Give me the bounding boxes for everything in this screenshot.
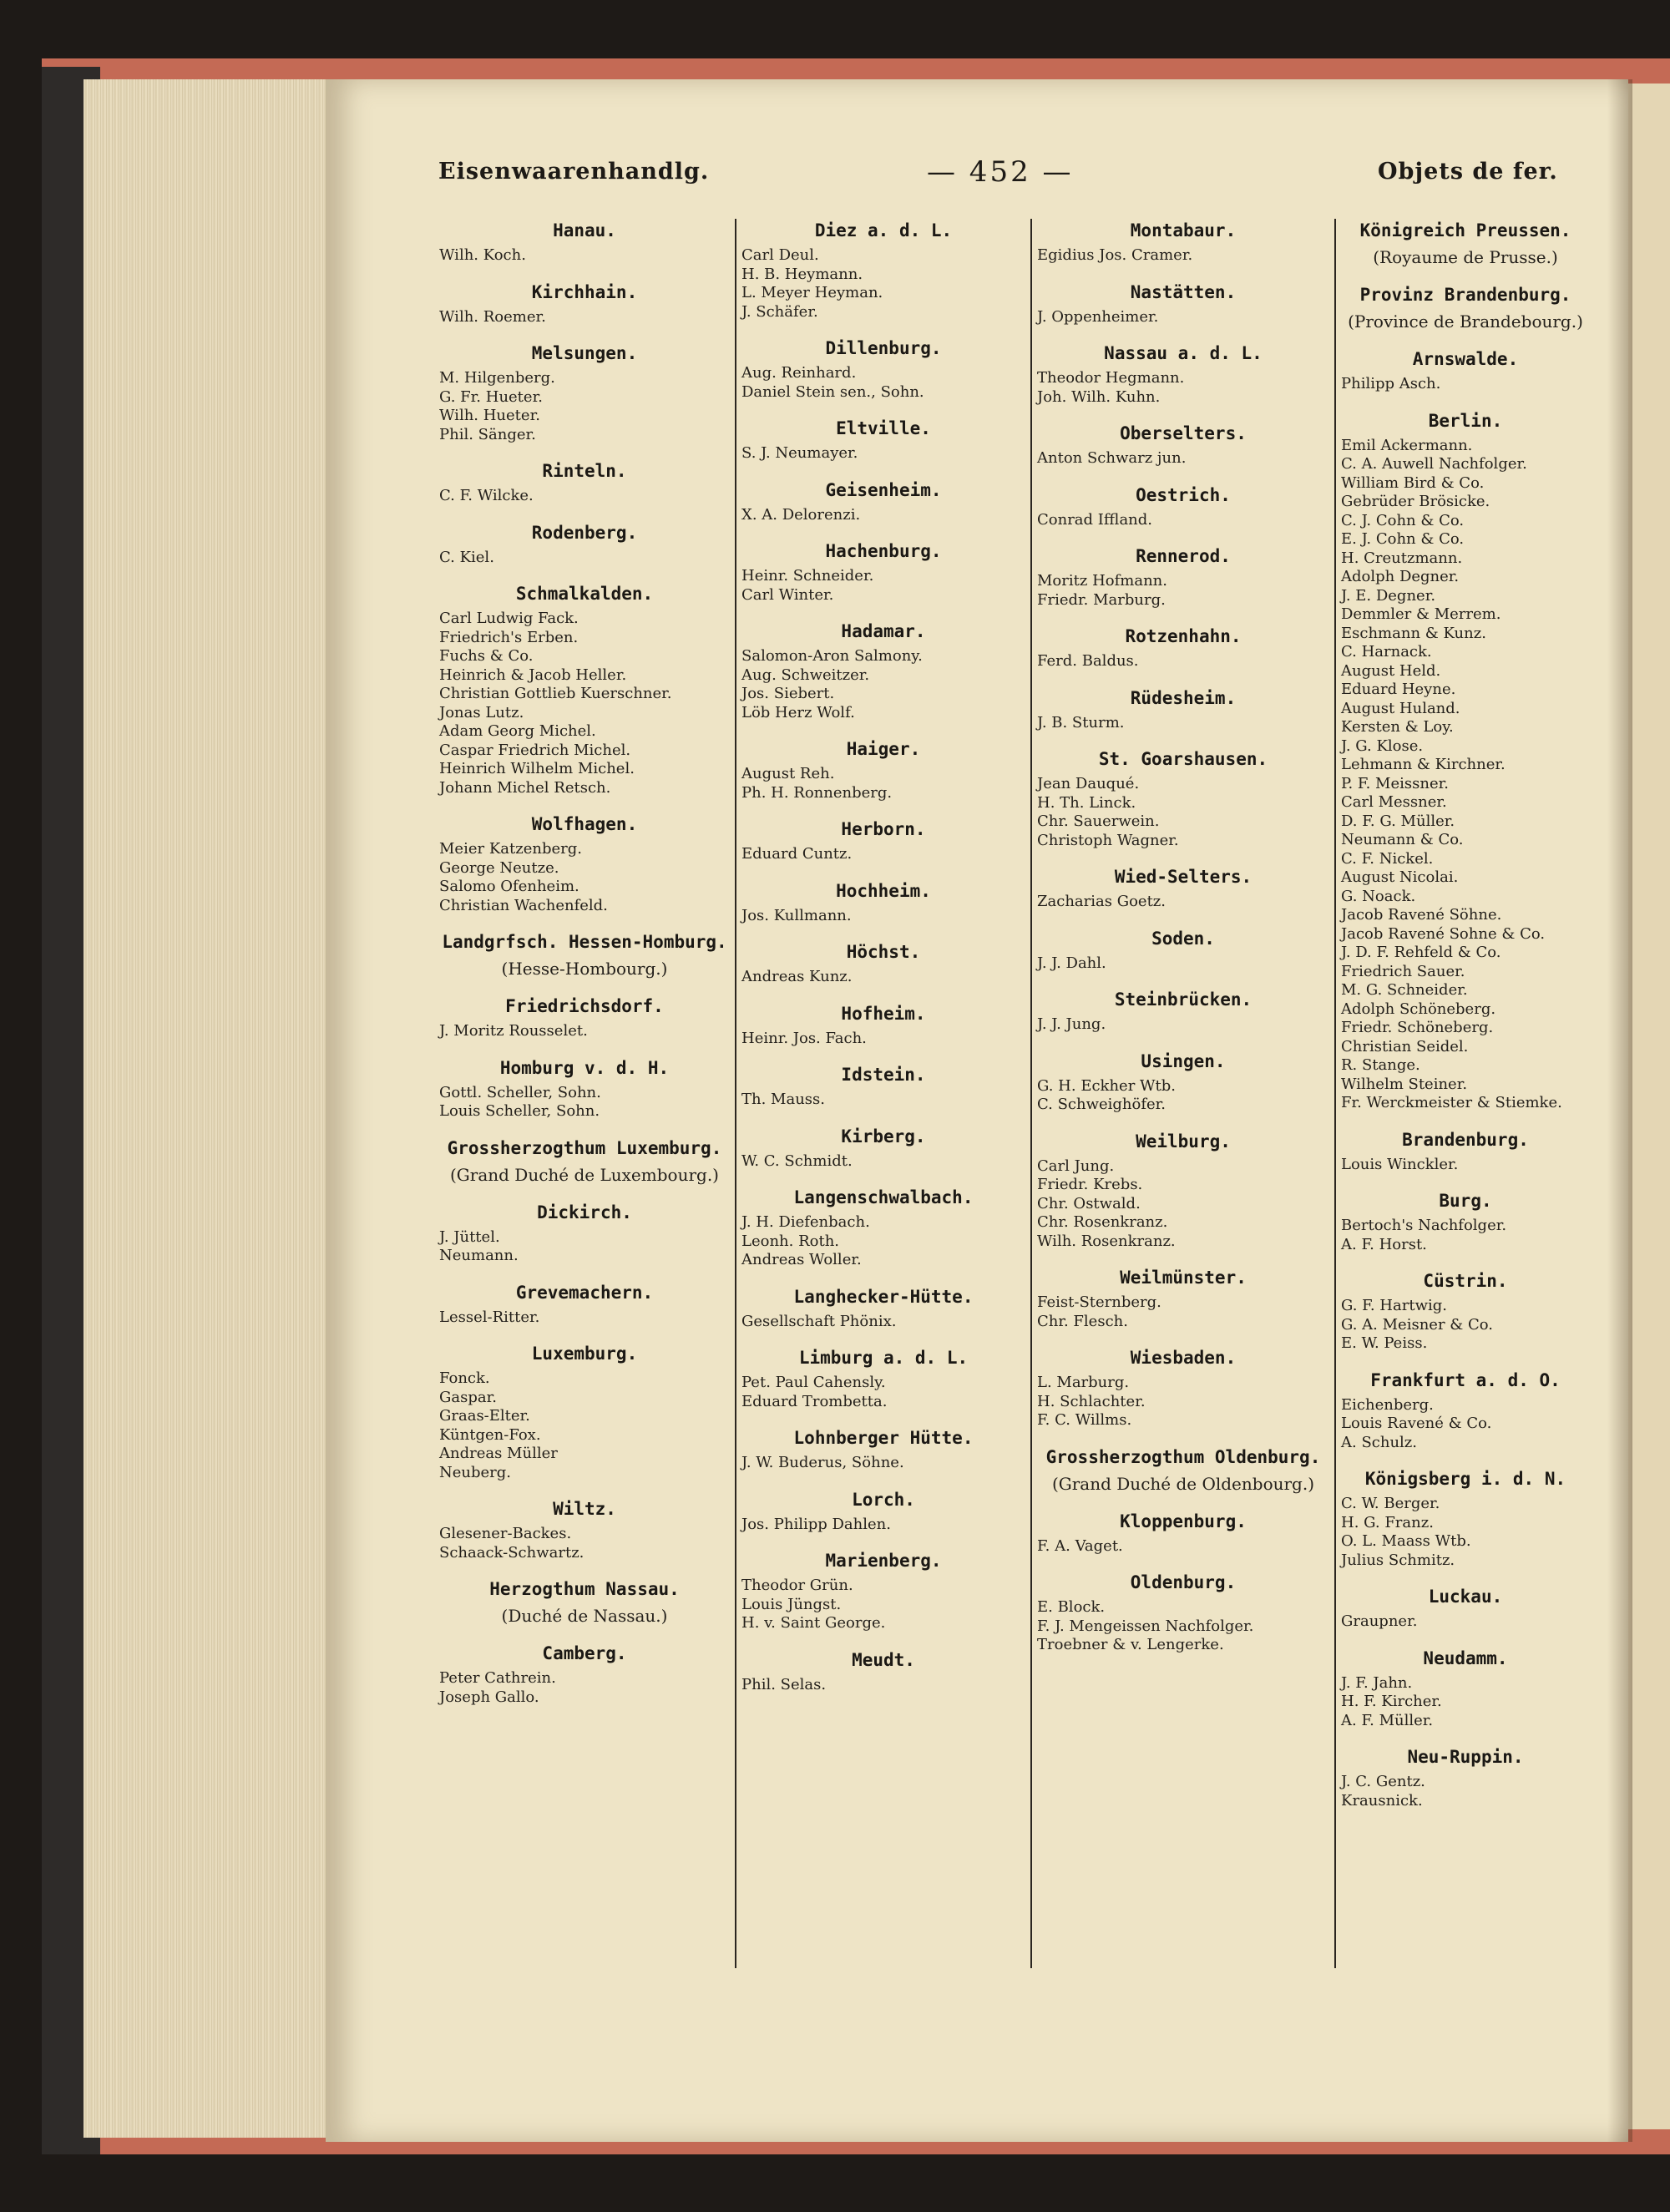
merchant-entry: Carl Deul. bbox=[741, 246, 819, 264]
merchant-entry: Friedr. Marburg. bbox=[1037, 590, 1166, 609]
merchant-entry: Carl Winter. bbox=[741, 585, 834, 604]
town-heading: Langenschwalbach. bbox=[793, 1187, 974, 1207]
merchant-entry: W. C. Schmidt. bbox=[741, 1152, 853, 1170]
merchant-entry: William Bird & Co. bbox=[1341, 473, 1485, 492]
merchant-entry: L. Marburg. bbox=[1037, 1374, 1130, 1391]
merchant-entry: Chr. Flesch. bbox=[1037, 1312, 1128, 1330]
merchant-entry: J. D. F. Rehfeld & Co. bbox=[1341, 944, 1501, 961]
merchant-entry: Theodor Hegmann. bbox=[1037, 369, 1185, 387]
merchant-entry: Jacob Ravené Söhne. bbox=[1341, 906, 1502, 924]
merchant-entry: G. H. Eckher Wtb. bbox=[1037, 1076, 1176, 1095]
merchant-entry: X. A. Delorenzi. bbox=[741, 505, 861, 524]
town-heading: Rennerod. bbox=[1136, 546, 1231, 566]
directory-column-3 bbox=[1030, 219, 1334, 1968]
town-heading: Grossherzogthum Luxemburg. bbox=[447, 1137, 722, 1158]
town-heading: Luckau. bbox=[1428, 1587, 1503, 1607]
merchant-entry: August Held. bbox=[1341, 661, 1441, 680]
town-heading: Herzogthum Nassau. bbox=[489, 1579, 680, 1599]
merchant-entry: Jean Dauqué. bbox=[1037, 775, 1140, 792]
town-heading: Nassau a. d. L. bbox=[1104, 343, 1263, 363]
merchant-entry: Wilh. Koch. bbox=[439, 246, 526, 264]
merchant-entry: Christian Gottlieb Kuerschner. bbox=[439, 685, 672, 702]
merchant-entry: J. J. Jung. bbox=[1037, 1015, 1106, 1033]
town-heading: Grossherzogthum Oldenburg. bbox=[1045, 1446, 1321, 1467]
town-heading: Rodenberg. bbox=[531, 522, 638, 543]
merchant-entry: Küntgen-Fox. bbox=[439, 1425, 541, 1444]
merchant-entry: J. C. Gentz. bbox=[1341, 1773, 1425, 1790]
merchant-entry: August Huland. bbox=[1341, 699, 1460, 717]
town-heading: Kirberg. bbox=[841, 1126, 926, 1146]
merchant-entry: C. F. Nickel. bbox=[1341, 849, 1434, 868]
directory-column-4 bbox=[1334, 219, 1595, 1968]
merchant-entry: Heinrich & Jacob Heller. bbox=[439, 666, 627, 684]
town-heading: Dillenburg. bbox=[825, 338, 942, 358]
merchant-entry: C. F. Wilcke. bbox=[439, 487, 534, 504]
merchant-entry: E. J. Cohn & Co. bbox=[1341, 530, 1465, 548]
merchant-entry: Leonh. Roth. bbox=[741, 1232, 840, 1250]
merchant-entry: J. F. Jahn. bbox=[1341, 1673, 1413, 1692]
town-heading: Cüstrin. bbox=[1423, 1271, 1508, 1291]
town-heading: Idstein. bbox=[841, 1065, 926, 1085]
merchant-entry: Andreas Müller bbox=[439, 1445, 558, 1462]
town-heading: Meudt. bbox=[852, 1649, 915, 1670]
merchant-entry: Emil Ackermann. bbox=[1341, 436, 1473, 454]
merchant-entry: F. J. Mengeissen Nachfolger. bbox=[1037, 1617, 1254, 1635]
merchant-entry: Wilh. Roemer. bbox=[439, 307, 546, 326]
merchant-entry: Christian Wachenfeld. bbox=[439, 896, 608, 914]
merchant-entry: J. G. Klose. bbox=[1341, 736, 1424, 755]
merchant-entry: Heinr. Jos. Fach. bbox=[741, 1029, 867, 1047]
town-heading: Königreich Preussen. bbox=[1359, 220, 1571, 240]
merchant-entry: Gesellschaft Phönix. bbox=[741, 1312, 897, 1330]
merchant-entry: Adolph Degner. bbox=[1341, 568, 1460, 585]
town-heading: Weilmünster. bbox=[1120, 1268, 1247, 1288]
town-heading: Diez a. d. L. bbox=[814, 220, 953, 240]
town-heading: Hanau. bbox=[553, 220, 616, 240]
merchant-entry: Egidius Jos. Cramer. bbox=[1037, 246, 1193, 264]
town-heading: Lohnberger Hütte. bbox=[793, 1428, 974, 1448]
town-heading: Melsungen. bbox=[531, 343, 638, 363]
merchant-entry: Feist-Sternberg. bbox=[1037, 1293, 1161, 1311]
town-heading: Arnswalde. bbox=[1412, 349, 1519, 369]
merchant-entry: H. Creutzmann. bbox=[1341, 549, 1463, 567]
merchant-entry: Philipp Asch. bbox=[1341, 375, 1441, 392]
running-header-left: Eisenwaarenhandlg. bbox=[438, 159, 710, 185]
merchant-entry: H. G. Franz. bbox=[1341, 1513, 1434, 1531]
merchant-entry: Meier Katzenberg. bbox=[439, 840, 582, 858]
merchant-entry: Lessel-Ritter. bbox=[439, 1308, 540, 1326]
merchant-entry: August Nicolai. bbox=[1341, 868, 1459, 886]
merchant-entry: C. Schweighöfer. bbox=[1037, 1096, 1166, 1113]
merchant-entry: Adam Georg Michel. bbox=[439, 722, 596, 740]
merchant-entry: Eichenberg. bbox=[1341, 1395, 1434, 1414]
merchant-entry: Krausnick. bbox=[1341, 1791, 1423, 1810]
merchant-entry: F. A. Vaget. bbox=[1037, 1536, 1123, 1555]
merchant-entry: J. J. Dahl. bbox=[1037, 954, 1106, 972]
merchant-entry: Caspar Friedrich Michel. bbox=[439, 741, 631, 759]
merchant-entry: Wilh. Hueter. bbox=[439, 407, 540, 424]
town-heading: Höchst. bbox=[846, 942, 921, 962]
merchant-entry: Jos. Kullmann. bbox=[741, 906, 852, 924]
merchant-entry: Jos. Siebert. bbox=[741, 685, 835, 702]
merchant-entry: Moritz Hofmann. bbox=[1037, 572, 1167, 590]
merchant-entry: Friedrich Sauer. bbox=[1341, 962, 1465, 980]
merchant-entry: Kersten & Loy. bbox=[1341, 718, 1454, 736]
merchant-entry: Löb Herz Wolf. bbox=[741, 703, 855, 721]
town-heading: Haiger. bbox=[846, 739, 921, 759]
merchant-entry: Louis Scheller, Sohn. bbox=[439, 1102, 600, 1120]
town-heading: Neudamm. bbox=[1423, 1648, 1508, 1668]
merchant-entry: Jos. Philipp Dahlen. bbox=[741, 1515, 891, 1533]
region-subtitle: (Royaume de Prusse.) bbox=[1373, 247, 1558, 267]
merchant-entry: George Neutze. bbox=[439, 858, 559, 877]
merchant-entry: Joh. Wilh. Kuhn. bbox=[1037, 387, 1161, 406]
merchant-entry: Gottl. Scheller, Sohn. bbox=[439, 1083, 601, 1101]
merchant-entry: Neumann & Co. bbox=[1341, 831, 1464, 848]
merchant-entry: Carl Jung. bbox=[1037, 1157, 1115, 1175]
page-edges bbox=[84, 79, 342, 2138]
merchant-entry: A. F. Horst. bbox=[1341, 1235, 1427, 1253]
merchant-entry: J. E. Degner. bbox=[1341, 586, 1436, 605]
merchant-entry: Friedr. Schöneberg. bbox=[1341, 1019, 1494, 1036]
merchant-entry: C. W. Berger. bbox=[1341, 1495, 1440, 1512]
town-heading: Usingen. bbox=[1141, 1050, 1226, 1071]
town-heading: Grevemachern. bbox=[515, 1282, 654, 1303]
town-heading: Oestrich. bbox=[1136, 484, 1231, 505]
town-heading: Wiltz. bbox=[553, 1499, 616, 1519]
merchant-entry: Chr. Rosenkranz. bbox=[1037, 1213, 1168, 1231]
town-heading: Camberg. bbox=[542, 1643, 627, 1663]
merchant-entry: Julius Schmitz. bbox=[1341, 1551, 1455, 1569]
merchant-entry: D. F. G. Müller. bbox=[1341, 812, 1455, 830]
running-header-right: Objets de fer. bbox=[1378, 159, 1558, 185]
merchant-entry: Johann Michel Retsch. bbox=[439, 778, 611, 797]
town-heading: Weilburg. bbox=[1136, 1131, 1231, 1152]
merchant-entry: G. Noack. bbox=[1341, 887, 1416, 905]
town-heading: Burg. bbox=[1439, 1191, 1492, 1211]
merchant-entry: Gaspar. bbox=[439, 1388, 497, 1406]
town-heading: Steinbrücken. bbox=[1114, 990, 1252, 1010]
town-heading: Provinz Brandenburg. bbox=[1359, 285, 1571, 305]
merchant-entry: Wilh. Rosenkranz. bbox=[1037, 1232, 1176, 1250]
merchant-entry: C. Kiel. bbox=[439, 548, 494, 566]
region-subtitle: (Hesse-Hombourg.) bbox=[501, 959, 668, 979]
merchant-entry: Demmler & Merrem. bbox=[1341, 605, 1501, 623]
merchant-entry: Louis Ravené & Co. bbox=[1341, 1415, 1492, 1432]
merchant-entry: H. Th. Linck. bbox=[1037, 793, 1136, 812]
town-heading: Luxemburg. bbox=[531, 1344, 638, 1364]
page-number: — 452 — bbox=[927, 155, 1074, 189]
merchant-entry: Eduard Trombetta. bbox=[741, 1392, 888, 1410]
merchant-entry: Eduard Cuntz. bbox=[741, 845, 853, 863]
merchant-entry: E. Block. bbox=[1037, 1598, 1106, 1616]
merchant-entry: Zacharias Goetz. bbox=[1037, 893, 1166, 910]
merchant-entry: Chr. Ostwald. bbox=[1037, 1194, 1141, 1212]
merchant-entry: J. Moritz Rousselet. bbox=[439, 1022, 588, 1040]
merchant-entry: Louis Winckler. bbox=[1341, 1155, 1459, 1173]
merchant-entry: C. Harnack. bbox=[1341, 643, 1432, 661]
merchant-entry: A. F. Müller. bbox=[1341, 1711, 1434, 1729]
merchant-entry: Phil. Sänger. bbox=[439, 425, 536, 443]
town-heading: Montabaur. bbox=[1130, 220, 1237, 240]
town-heading: Kloppenburg. bbox=[1120, 1511, 1247, 1531]
merchant-entry: C. A. Auwell Nachfolger. bbox=[1341, 455, 1527, 473]
town-heading: Soden. bbox=[1151, 928, 1215, 949]
region-subtitle: (Duché de Nassau.) bbox=[501, 1606, 668, 1626]
town-heading: Homburg v. d. H. bbox=[499, 1057, 670, 1078]
merchant-entry: F. C. Willms. bbox=[1037, 1411, 1132, 1429]
region-subtitle: (Grand Duché de Luxembourg.) bbox=[450, 1164, 719, 1185]
merchant-entry: G. A. Meisner & Co. bbox=[1341, 1315, 1494, 1334]
town-heading: Berlin. bbox=[1428, 410, 1503, 431]
merchant-entry: Neumann. bbox=[439, 1247, 519, 1264]
merchant-entry: S. J. Neumayer. bbox=[741, 444, 858, 462]
merchant-entry: Christoph Wagner. bbox=[1037, 831, 1179, 849]
merchant-entry: Daniel Stein sen., Sohn. bbox=[741, 382, 924, 401]
merchant-entry: Louis Jüngst. bbox=[741, 1595, 842, 1613]
town-heading: Brandenburg. bbox=[1402, 1129, 1529, 1150]
merchant-entry: Wilhelm Steiner. bbox=[1341, 1075, 1468, 1093]
town-heading: Schmalkalden. bbox=[515, 584, 654, 604]
merchant-entry: Theodor Grün. bbox=[741, 1577, 853, 1594]
merchant-entry: Heinr. Schneider. bbox=[741, 567, 874, 585]
town-heading: Hofheim. bbox=[841, 1003, 926, 1024]
merchant-entry: August Reh. bbox=[741, 765, 835, 782]
region-subtitle: (Grand Duché de Oldenbourg.) bbox=[1051, 1473, 1315, 1494]
merchant-entry: Christian Seidel. bbox=[1341, 1037, 1469, 1055]
town-heading: Hochheim. bbox=[836, 880, 931, 901]
town-heading: Kirchhain. bbox=[531, 281, 638, 302]
merchant-entry: Conrad Iffland. bbox=[1037, 510, 1153, 529]
town-heading: Oberselters. bbox=[1120, 423, 1247, 443]
merchant-entry: Schaack-Schwartz. bbox=[439, 1543, 584, 1562]
town-heading: Dickirch. bbox=[537, 1202, 632, 1222]
town-heading: Hachenburg. bbox=[825, 541, 942, 561]
merchant-entry: J. W. Buderus, Söhne. bbox=[741, 1454, 904, 1471]
town-heading: Herborn. bbox=[841, 819, 926, 839]
town-heading: Hadamar. bbox=[841, 621, 926, 641]
town-heading: Wolfhagen. bbox=[531, 814, 638, 834]
merchant-entry: Aug. Reinhard. bbox=[741, 364, 857, 382]
town-heading: Lorch. bbox=[852, 1489, 915, 1510]
merchant-entry: E. W. Peiss. bbox=[1341, 1334, 1428, 1352]
merchant-entry: Andreas Kunz. bbox=[741, 968, 853, 985]
merchant-entry: Jonas Lutz. bbox=[439, 703, 524, 721]
town-heading: St. Goarshausen. bbox=[1098, 749, 1268, 769]
merchant-entry: H. v. Saint George. bbox=[741, 1614, 886, 1632]
town-heading: Rotzenhahn. bbox=[1125, 626, 1242, 646]
merchant-entry: Anton Schwarz jun. bbox=[1037, 449, 1187, 467]
merchant-entry: Chr. Sauerwein. bbox=[1037, 812, 1160, 830]
merchant-entry: J. Jüttel. bbox=[439, 1227, 500, 1246]
town-heading: Rinteln. bbox=[542, 461, 627, 481]
town-heading: Wied-Selters. bbox=[1114, 867, 1252, 887]
merchant-entry: H. Schlachter. bbox=[1037, 1392, 1146, 1410]
town-heading: Langhecker-Hütte. bbox=[793, 1286, 974, 1307]
town-heading: Oldenburg. bbox=[1130, 1572, 1237, 1592]
merchant-entry: Ph. H. Ronnenberg. bbox=[741, 783, 893, 802]
merchant-entry: Heinrich Wilhelm Michel. bbox=[439, 760, 635, 777]
merchant-entry: Peter Cathrein. bbox=[439, 1669, 556, 1687]
merchant-entry: J. Oppenheimer. bbox=[1037, 307, 1159, 326]
directory-column-1 bbox=[434, 219, 735, 1968]
merchant-entry: Jacob Ravené Sohne & Co. bbox=[1341, 924, 1546, 943]
town-heading: Eltville. bbox=[836, 418, 931, 438]
merchant-entry: Carl Messner. bbox=[1341, 793, 1447, 811]
town-heading: Nastätten. bbox=[1130, 281, 1237, 302]
merchant-entry: J. Schäfer. bbox=[741, 302, 818, 321]
merchant-entry: J. H. Diefenbach. bbox=[741, 1213, 870, 1231]
merchant-entry: Graas-Elter. bbox=[439, 1407, 530, 1425]
merchant-entry: M. Hilgenberg. bbox=[439, 369, 555, 387]
merchant-entry: Eduard Heyne. bbox=[1341, 681, 1456, 698]
merchant-entry: Troebner & v. Lengerke. bbox=[1037, 1636, 1224, 1653]
merchant-entry: G. Fr. Hueter. bbox=[439, 387, 543, 406]
town-heading: Wiesbaden. bbox=[1130, 1348, 1237, 1368]
merchant-entry: Bertoch's Nachfolger. bbox=[1341, 1217, 1507, 1234]
merchant-entry: Gebrüder Brösicke. bbox=[1341, 493, 1490, 510]
merchant-entry: Joseph Gallo. bbox=[439, 1688, 539, 1706]
merchant-entry: Lehmann & Kirchner. bbox=[1341, 756, 1506, 773]
merchant-entry: H. B. Heymann. bbox=[741, 265, 863, 283]
town-heading: Geisenheim. bbox=[825, 479, 942, 500]
merchant-entry: Pet. Paul Cahensly. bbox=[741, 1374, 886, 1391]
merchant-entry: Adolph Schöneberg. bbox=[1341, 1000, 1496, 1018]
merchant-entry: Graupner. bbox=[1341, 1612, 1418, 1630]
merchant-entry: J. B. Sturm. bbox=[1037, 713, 1125, 731]
merchant-entry: Aug. Schweitzer. bbox=[741, 666, 870, 684]
town-heading: Friedrichsdorf. bbox=[505, 996, 664, 1016]
town-heading: Marienberg. bbox=[825, 1551, 942, 1571]
merchant-entry: Fonck. bbox=[439, 1369, 490, 1387]
town-heading: Frankfurt a. d. O. bbox=[1370, 1369, 1561, 1390]
region-subtitle: (Province de Brandebourg.) bbox=[1348, 311, 1583, 332]
merchant-entry: P. F. Meissner. bbox=[1341, 774, 1449, 792]
merchant-entry: Salomon-Aron Salmony. bbox=[741, 647, 923, 665]
merchant-entry: Eschmann & Kunz. bbox=[1341, 624, 1486, 642]
merchant-entry: L. Meyer Heyman. bbox=[741, 284, 883, 301]
merchant-entry: Phil. Selas. bbox=[741, 1675, 827, 1693]
merchant-entry: Carl Ludwig Fack. bbox=[439, 610, 579, 627]
town-heading: Neu-Ruppin. bbox=[1407, 1747, 1524, 1767]
merchant-entry: Glesener-Backes. bbox=[439, 1525, 572, 1542]
merchant-entry: Neuberg. bbox=[439, 1463, 512, 1481]
merchant-entry: C. J. Cohn & Co. bbox=[1341, 511, 1465, 529]
merchant-entry: Salomo Ofenheim. bbox=[439, 878, 579, 895]
merchant-entry: R. Stange. bbox=[1341, 1056, 1420, 1074]
merchant-entry: O. L. Maass Wtb. bbox=[1341, 1532, 1471, 1550]
town-heading: Landgrfsch. Hessen-Homburg. bbox=[442, 932, 727, 952]
merchant-entry: A. Schulz. bbox=[1341, 1433, 1418, 1451]
merchant-entry: Ferd. Baldus. bbox=[1037, 652, 1139, 670]
town-heading: Rüdesheim. bbox=[1130, 687, 1237, 708]
merchant-entry: G. F. Hartwig. bbox=[1341, 1297, 1447, 1314]
merchant-entry: H. F. Kircher. bbox=[1341, 1693, 1442, 1710]
merchant-entry: Andreas Woller. bbox=[741, 1251, 862, 1268]
merchant-entry: Fuchs & Co. bbox=[439, 647, 534, 665]
town-heading: Limburg a. d. L. bbox=[798, 1348, 969, 1368]
merchant-entry: M. G. Schneider. bbox=[1341, 981, 1468, 999]
page-gutter bbox=[1607, 79, 1632, 2142]
merchant-entry: Th. Mauss. bbox=[741, 1091, 825, 1108]
merchant-entry: Fr. Werckmeister & Stiemke. bbox=[1341, 1094, 1562, 1111]
town-heading: Königsberg i. d. N. bbox=[1364, 1469, 1566, 1489]
merchant-entry: Friedrich's Erben. bbox=[439, 628, 579, 646]
directory-column-2 bbox=[735, 219, 1030, 1968]
merchant-entry: Friedr. Krebs. bbox=[1037, 1176, 1143, 1193]
